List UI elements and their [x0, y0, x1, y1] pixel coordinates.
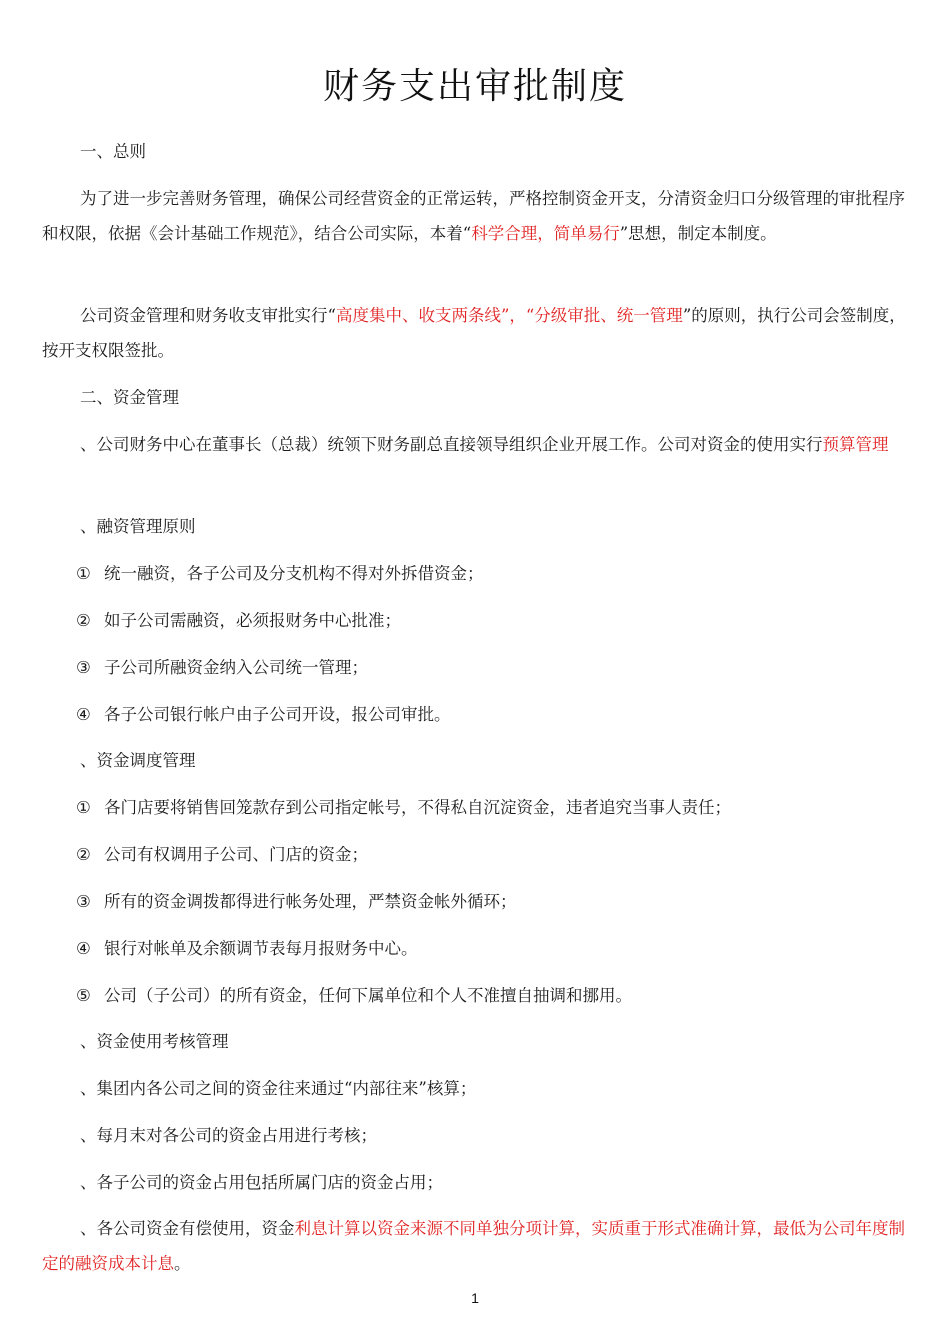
- list-item: [76, 837, 916, 872]
- page-number: 1: [471, 1290, 479, 1306]
- paragraph-purpose: [42, 181, 920, 251]
- item-number: ④: [76, 939, 91, 958]
- page-title: 财务支出审批制度: [322, 66, 627, 107]
- paragraph-text: ”思想，制定本制度。: [619, 224, 777, 243]
- paragraph-text: ”的原则，执行公司会签制度，按开支权限签批。: [42, 306, 906, 360]
- list-item: 、各子公司的资金占用包括所属门店的资金占用；: [80, 1173, 443, 1192]
- list-item: 、集团内各公司之间的资金往来通过“内部往来”核算；: [80, 1079, 477, 1098]
- item-number: ②: [76, 845, 91, 864]
- item-text: 子公司所融资金纳入公司统一管理；: [104, 658, 368, 677]
- list-item: [76, 603, 916, 638]
- list-item: 、每月末对各公司的资金占用进行考核；: [80, 1126, 377, 1145]
- highlight-text: 预算管理: [822, 435, 889, 454]
- item-text: 各子公司银行帐户由子公司开设，报公司审批。: [104, 705, 451, 724]
- item-number: ③: [76, 892, 91, 911]
- item-number: ②: [76, 611, 91, 630]
- paragraph-text: 、公司财务中心在董事长（总裁）统领下财务副总直接领导组织企业开展工作。公司对资金的使用实行: [80, 435, 823, 454]
- item-number: ①: [76, 564, 91, 583]
- list-item: [76, 931, 916, 966]
- list-item: [76, 884, 916, 919]
- item-text: 所有的资金调拨都得进行帐务处理，严禁资金帐外循环；: [104, 892, 517, 911]
- highlight-text: 利息计算以资金来源不同单独分项计算，实质重于形式准确计算，最低为公司年度制定的融资成本计息: [42, 1219, 905, 1273]
- highlight-text: 科学合理，简单易行: [471, 224, 620, 243]
- paragraph-text: 、各公司资金有偿使用，资金: [80, 1219, 295, 1238]
- item-text: 统一融资，各子公司及分支机构不得对外拆借资金；: [104, 564, 484, 583]
- list-item: [76, 697, 916, 732]
- item-text: 公司（子公司）的所有资金，任何下属单位和个人不准擅自抽调和挪用。: [104, 986, 632, 1005]
- item-text: 公司有权调用子公司、门店的资金；: [104, 845, 368, 864]
- item-text: 各门店要将销售回笼款存到公司指定帐号，不得私自沉淀资金，违者追究当事人责任；: [104, 798, 731, 817]
- paragraph-text: 公司资金管理和财务收支审批实行“: [80, 306, 336, 325]
- item-text: 银行对帐单及余额调节表每月报财务中心。: [104, 939, 418, 958]
- section-heading-general: 一、总则: [80, 142, 146, 161]
- subheading-usage: 、资金使用考核管理: [80, 1032, 229, 1051]
- item-number: ⑤: [76, 986, 91, 1005]
- paragraph-finance-center: [42, 427, 920, 462]
- list-item: [76, 790, 916, 825]
- paragraph-text: 。: [174, 1254, 191, 1273]
- item-number: ③: [76, 658, 91, 677]
- item-number: ④: [76, 705, 91, 724]
- list-item: [76, 978, 916, 1013]
- paragraph-principles: [42, 298, 920, 368]
- paragraph-text: 为了进一步完善财务管理，确保公司经营资金的正常运转，严格控制资金开支，分清资金归口分级管理的审批程序和权限，依据《会计基础工作规范》，结合公司实际，本着“: [42, 189, 905, 243]
- paragraph-interest: [42, 1211, 920, 1281]
- list-item: [76, 556, 916, 591]
- list-item: [76, 650, 916, 685]
- highlight-text: 高度集中、收支两条线”，“分级审批、统一管理: [335, 306, 683, 325]
- subheading-dispatch: 、资金调度管理: [80, 751, 196, 770]
- item-number: ①: [76, 798, 91, 817]
- section-heading-fund-management: 二、资金管理: [80, 388, 179, 407]
- subheading-financing: 、融资管理原则: [80, 517, 196, 536]
- item-text: 如子公司需融资，必须报财务中心批准；: [104, 611, 401, 630]
